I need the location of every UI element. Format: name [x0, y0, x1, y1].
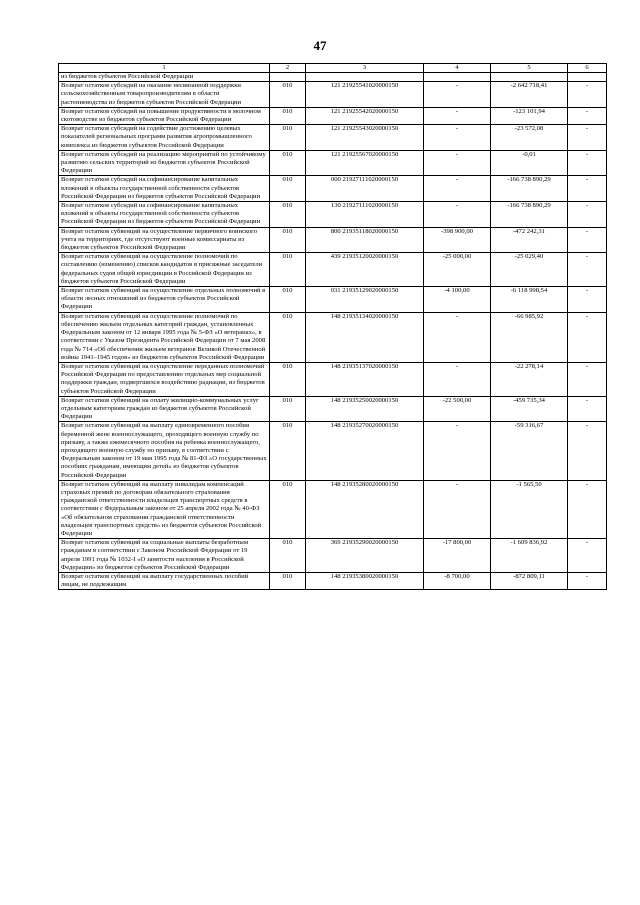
executed-amount-cell: -0,01: [491, 150, 568, 176]
unexecuted-amount-cell: -: [568, 572, 607, 589]
line-code-cell: 010: [270, 287, 306, 313]
unexecuted-amount-cell: -: [568, 539, 607, 573]
executed-amount-cell: -25 029,40: [491, 253, 568, 287]
indicator-name-cell: Возврат остатков субсидий на софинансирование капитальных вложений в объекты государственной собственности субъектов Российской Федерации из бюджетов субъектов Российской Федерации: [59, 176, 270, 202]
executed-amount-cell: -459 735,34: [491, 396, 568, 422]
budget-return-table: [58, 63, 607, 590]
indicator-name-cell: Возврат остатков субвенций на выплату инвалидам компенсаций страховых премий по договорам обязательного страхования гражданской ответственности владельцев транспортных средств в соответствии с Федеральным законом от 25 апреля 2002 года № 40-ФЗ «Об обязательном страховании гражданской ответственности владельцев транспортных средств» из бюджетов субъектов Российской Федерации: [59, 480, 270, 538]
indicator-name-cell: Возврат остатков субвенций на осуществление полномочий по обеспечению жильем отдельных категорий граждан, установленных Федеральным законом от 12 января 1995 года № 5-ФЗ «О ветеранах», в соответствии с Указом Президента Российской Федерации от 7 мая 2008 года № 714 «Об обеспечении жильем ветеранов Великой Отечественной войны 1941–1945 годов» из бюджетов субъектов Российской Федерации: [59, 312, 270, 362]
executed-amount-cell: -22 278,14: [491, 362, 568, 396]
approved-amount-cell: [424, 73, 491, 82]
unexecuted-amount-cell: -: [568, 227, 607, 253]
table-row: [59, 572, 607, 589]
table-header-row: [59, 64, 607, 73]
table-row: [59, 396, 607, 422]
approved-amount-cell: -17 800,00: [424, 539, 491, 573]
approved-amount-cell: -: [424, 82, 491, 108]
indicator-name-cell: Возврат остатков субвенций на оплату жилищно-коммунальных услуг отдельным категориям граждан из бюджетов субъектов Российской Федерации: [59, 396, 270, 422]
unexecuted-amount-cell: -: [568, 107, 607, 124]
indicator-name-cell: Возврат остатков субсидий на софинансирование капитальных вложений в объекты государственной собственности субъектов Российской Федерации из бюджетов субъектов Российской Федерации: [59, 202, 270, 228]
table-row: [59, 253, 607, 287]
unexecuted-amount-cell: -: [568, 396, 607, 422]
column-header-2: 2: [270, 64, 306, 73]
table-row: [59, 202, 607, 228]
executed-amount-cell: -59 316,67: [491, 422, 568, 480]
table-row: [59, 480, 607, 538]
unexecuted-amount-cell: -: [568, 362, 607, 396]
classification-code-cell: 148 21935380020000150: [306, 572, 424, 589]
table-row: [59, 125, 607, 151]
approved-amount-cell: -: [424, 125, 491, 151]
line-code-cell: 010: [270, 202, 306, 228]
column-header-4: 4: [424, 64, 491, 73]
line-code-cell: 010: [270, 107, 306, 124]
approved-amount-cell: -398 900,00: [424, 227, 491, 253]
classification-code-cell: 130 21927111020000150: [306, 202, 424, 228]
classification-code-cell: 121 21925543020000150: [306, 125, 424, 151]
approved-amount-cell: -: [424, 202, 491, 228]
unexecuted-amount-cell: -: [568, 312, 607, 362]
executed-amount-cell: -1 565,50: [491, 480, 568, 538]
line-code-cell: 010: [270, 176, 306, 202]
indicator-name-cell: Возврат остатков субвенций на осуществление отдельных полномочий в области лесных отношений из бюджетов субъектов Российской Федерации: [59, 287, 270, 313]
executed-amount-cell: -472 242,31: [491, 227, 568, 253]
classification-code-cell: 369 21935290020000150: [306, 539, 424, 573]
executed-amount-cell: -23 572,08: [491, 125, 568, 151]
indicator-name-cell: Возврат остатков субсидий на повышение продуктивности в молочном скотоводстве из бюджетов субъектов Российской Федерации: [59, 107, 270, 124]
executed-amount-cell: -66 985,92: [491, 312, 568, 362]
column-header-1: 1: [59, 64, 270, 73]
unexecuted-amount-cell: -: [568, 422, 607, 480]
column-header-3: 3: [306, 64, 424, 73]
line-code-cell: 010: [270, 227, 306, 253]
line-code-cell: [270, 73, 306, 82]
line-code-cell: 010: [270, 312, 306, 362]
classification-code-cell: 148 21935280020000150: [306, 480, 424, 538]
line-code-cell: 010: [270, 150, 306, 176]
approved-amount-cell: -8 700,00: [424, 572, 491, 589]
classification-code-cell: 148 21935134020000150: [306, 312, 424, 362]
line-code-cell: 010: [270, 572, 306, 589]
column-header-5: 5: [491, 64, 568, 73]
classification-code-cell: 800 21935118020000150: [306, 227, 424, 253]
classification-code-cell: 148 21935270020000150: [306, 422, 424, 480]
indicator-name-cell: Возврат остатков субвенций на осуществление полномочий по составлению (изменению) списков кандидатов в присяжные заседатели федеральных судов общей юрисдикции в Российской Федерации из бюджетов субъектов Российской Федерации: [59, 253, 270, 287]
approved-amount-cell: -: [424, 150, 491, 176]
table-row: [59, 539, 607, 573]
approved-amount-cell: -: [424, 480, 491, 538]
column-header-6: 6: [568, 64, 607, 73]
table-row: [59, 287, 607, 313]
approved-amount-cell: -22 500,00: [424, 396, 491, 422]
classification-code-cell: 121 21925541020000150: [306, 82, 424, 108]
indicator-name-cell: Возврат остатков субсидий на оказание несвязанной поддержки сельскохозяйственным товаропроизводителям в области растениеводства из бюджетов субъектов Российской Федерации: [59, 82, 270, 108]
unexecuted-amount-cell: -: [568, 287, 607, 313]
line-code-cell: 010: [270, 82, 306, 108]
unexecuted-amount-cell: -: [568, 202, 607, 228]
approved-amount-cell: -: [424, 312, 491, 362]
classification-code-cell: 439 21935120020000150: [306, 253, 424, 287]
line-code-cell: 010: [270, 396, 306, 422]
classification-code-cell: 121 21925542020000150: [306, 107, 424, 124]
approved-amount-cell: -: [424, 107, 491, 124]
indicator-name-cell: Возврат остатков субвенций на осуществление переданных полномочий Российской Федерации по предоставлению отдельных мер социальной поддержки граждан, подвергшихся воздействию радиации, из бюджетов субъектов Российской Федерации: [59, 362, 270, 396]
classification-code-cell: 121 21925567020000150: [306, 150, 424, 176]
executed-amount-cell: -872 809,11: [491, 572, 568, 589]
table-row: [59, 107, 607, 124]
executed-amount-cell: -2 642 718,41: [491, 82, 568, 108]
line-code-cell: 010: [270, 539, 306, 573]
indicator-name-cell: Возврат остатков субсидий на содействие достижению целевых показателей региональных программ развития агропромышленного комплекса из бюджетов субъектов Российской Федерации: [59, 125, 270, 151]
classification-code-cell: 031 21935129020000150: [306, 287, 424, 313]
line-code-cell: 010: [270, 125, 306, 151]
table-body: [59, 73, 607, 590]
classification-code-cell: 000 21927111020000150: [306, 176, 424, 202]
approved-amount-cell: -25 000,00: [424, 253, 491, 287]
table-row: [59, 176, 607, 202]
executed-amount-cell: -123 101,94: [491, 107, 568, 124]
line-code-cell: 010: [270, 362, 306, 396]
indicator-name-cell: Возврат остатков субвенций на выплату единовременного пособия беременной жене военнослужащего, проходящего военную службу по призыву, а также ежемесячного пособия на ребенка военнослужащего, проходящего военную службу по призыву, в соответствии с Федеральным законом от 19 мая 1995 года № 81-ФЗ «О государственных пособиях гражданам, имеющим детей» из бюджетов субъектов Российской Федерации: [59, 422, 270, 480]
unexecuted-amount-cell: -: [568, 253, 607, 287]
line-code-cell: 010: [270, 422, 306, 480]
table-row: [59, 422, 607, 480]
executed-amount-cell: -166 738 890,29: [491, 176, 568, 202]
classification-code-cell: [306, 73, 424, 82]
unexecuted-amount-cell: -: [568, 480, 607, 538]
approved-amount-cell: -: [424, 422, 491, 480]
table-row: [59, 150, 607, 176]
unexecuted-amount-cell: -: [568, 150, 607, 176]
executed-amount-cell: -6 118 998,54: [491, 287, 568, 313]
indicator-name-cell: Возврат остатков субсидий на реализацию мероприятий по устойчивому развитию сельских территорий из бюджетов субъектов Российской Федерации: [59, 150, 270, 176]
unexecuted-amount-cell: -: [568, 125, 607, 151]
unexecuted-amount-cell: [568, 73, 607, 82]
table-row: [59, 312, 607, 362]
indicator-name-cell: Возврат остатков субвенций на социальные выплаты безработным гражданам в соответствии с Законом Российской Федерации от 19 апреля 1991 года № 1032-I «О занятости населения в Российской Федерации» из бюджетов субъектов Российской Федерации: [59, 539, 270, 573]
executed-amount-cell: [491, 73, 568, 82]
table-row: [59, 82, 607, 108]
classification-code-cell: 148 21935137020000150: [306, 362, 424, 396]
unexecuted-amount-cell: -: [568, 176, 607, 202]
table-row: [59, 227, 607, 253]
line-code-cell: 010: [270, 253, 306, 287]
table-row: [59, 362, 607, 396]
indicator-name-cell: Возврат остатков субвенций на выплату государственных пособий лицам, не подлежащим: [59, 572, 270, 589]
approved-amount-cell: -4 100,00: [424, 287, 491, 313]
line-code-cell: 010: [270, 480, 306, 538]
approved-amount-cell: -: [424, 362, 491, 396]
executed-amount-cell: -166 738 890,29: [491, 202, 568, 228]
approved-amount-cell: -: [424, 176, 491, 202]
table-row: [59, 73, 607, 82]
unexecuted-amount-cell: -: [568, 82, 607, 108]
indicator-name-cell: Возврат остатков субвенций на осуществление первичного воинского учета на территориях, где отсутствуют военные комиссариаты из бюджетов субъектов Российской Федерации: [59, 227, 270, 253]
indicator-name-cell: из бюджетов субъектов Российской Федерации: [59, 73, 270, 82]
executed-amount-cell: -1 609 836,92: [491, 539, 568, 573]
page-number: 47: [313, 38, 327, 53]
classification-code-cell: 148 21935250020000150: [306, 396, 424, 422]
